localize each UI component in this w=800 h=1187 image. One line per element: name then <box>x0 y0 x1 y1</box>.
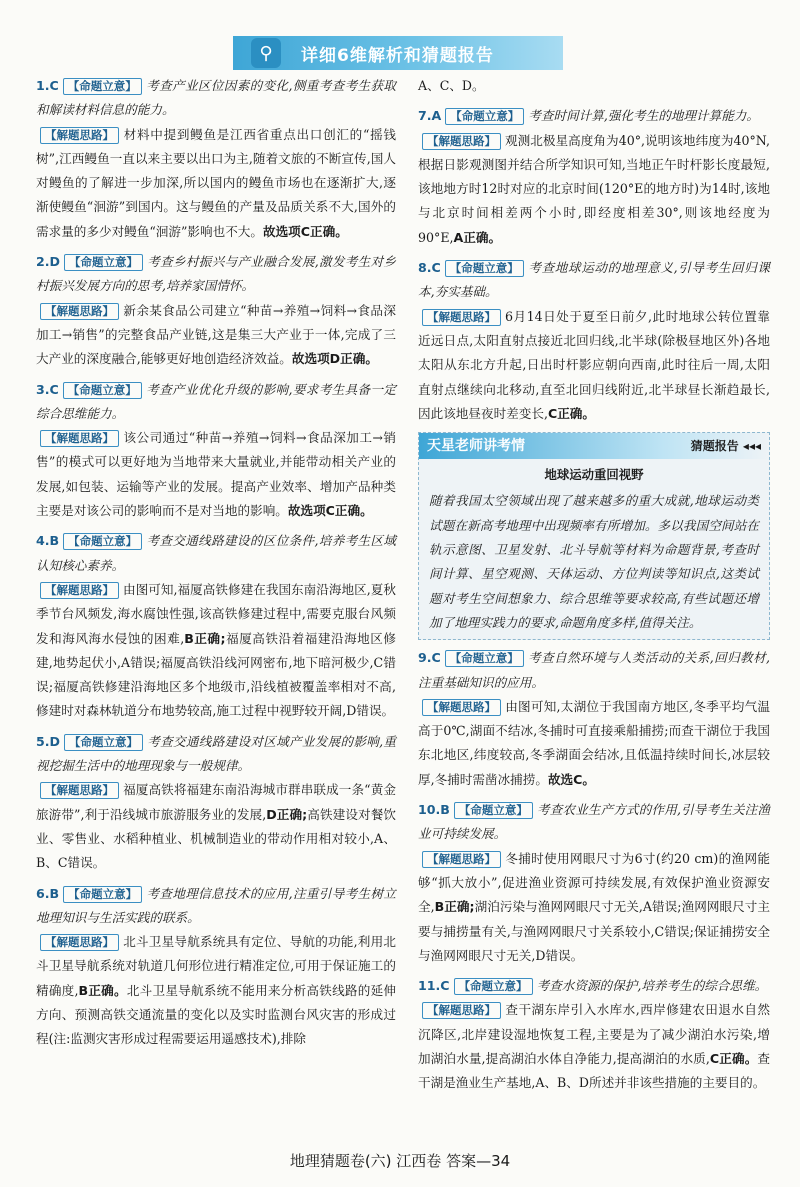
teacher-report-box <box>418 432 770 640</box>
intent-tag: 【命题立意】 <box>445 260 524 277</box>
question-block <box>418 256 770 426</box>
analysis-text: 观测北极星高度角为40°,说明该地纬度为40°N,根据日影观测图并结合所学知识可知,当地正午时杆影长度最短,该地地方时12时对应的北京时间(120°E的地方时)为14时,该地与北京时间相差两个小时,即经度相差30°,则该地经度为90°E, <box>418 132 770 245</box>
question-analysis-line <box>36 426 396 523</box>
intent-tag: 【命题立意】 <box>63 886 142 903</box>
analysis-text: 由图可知,太湖位于我国南方地区,冬季平均气温高于0℃,湖面不结冰,冬捕时可直接乘船捕捞;而查干湖位于我国东北地区,纬度较高,冬季湖面会结冰,且低温持续时间长,冰层较厚,冬捕时需凿冰捕捞。 <box>418 698 770 787</box>
question-analysis-line <box>36 299 396 372</box>
page-footer: 地理猜题卷(六) 江西卷 答案—34 <box>289 1152 511 1170</box>
question-intent-line <box>36 378 396 427</box>
intent-text: 考查自然环境与人类活动的关系,回归教材,注重基础知识的应用。 <box>418 650 770 690</box>
analysis-tag: 【解题思路】 <box>40 934 119 951</box>
answer-text: 故选项C正确。 <box>262 223 348 239</box>
question-intent-line <box>418 256 770 305</box>
question-block <box>36 882 396 1052</box>
answer-text: A正确。 <box>453 229 502 245</box>
question-analysis-line <box>418 695 770 792</box>
question-analysis-line <box>36 123 396 244</box>
question-block <box>36 250 396 371</box>
analysis-tag: 【解题思路】 <box>40 303 119 320</box>
intent-tag: 【命题立意】 <box>454 978 533 995</box>
question-block <box>418 646 770 792</box>
question-intent-line <box>418 104 770 128</box>
question-number: 1.C <box>36 78 59 93</box>
intent-text: 考查产业优化升级的影响,要求考生具备一定综合思维能力。 <box>36 381 396 421</box>
analysis-text-cont: 福厦高铁沿着福建沿海地区修建,地势起伏小,A错误;福厦高铁沿线河网密布,地下暗河极少,C错误;福厦高铁修建沿海地区多个地级市,沿线植被覆盖率相对不高,修建时对森林轨道分布地势较高,施工过程中视野较开阔,D错误。 <box>36 630 396 719</box>
question-number: 5.D <box>36 733 61 749</box>
analysis-text-cont: 湖泊污染与渔网网眼尺寸无关,A错误;渔网网眼尺寸主要与捕捞量有关,与渔网网眼尺寸关系较小,C错误;保证捕捞安全与渔网网眼尺寸无关,D错误。 <box>418 899 770 963</box>
question-number: 9.C <box>418 650 441 666</box>
question-analysis-line <box>418 998 770 1095</box>
analysis-tag: 【解题思路】 <box>40 127 119 144</box>
question-number: 7.A <box>418 108 442 124</box>
teacher-report-header <box>419 433 769 459</box>
answer-text: D正确; <box>266 806 308 822</box>
question-analysis-line <box>36 778 396 875</box>
intent-tag: 【命题立意】 <box>63 382 142 399</box>
question-intent-line <box>36 529 396 578</box>
analysis-text: 北斗卫星导航系统具有定位、导航的功能,利用北斗卫星导航系统对轨道几何形位进行精准定位,可用于保证施工的精确度, <box>36 934 396 998</box>
analysis-tag: 【解题思路】 <box>422 133 501 150</box>
answer-text: 故选项C正确。 <box>287 503 373 519</box>
question-number: 10.B <box>418 802 450 818</box>
intent-text: 考查交通线路建设的区位条件,培养考生区域认知核心素养。 <box>36 533 396 573</box>
intent-text: 考查地球运动的地理意义,引导考生回归课本,夯实基础。 <box>418 260 770 300</box>
answer-text: B正确; <box>184 630 226 646</box>
analysis-text: 冬捕时使用网眼尺寸为6寸(约20 cm)的渔网能够“抓大放小”,促进渔业资源可持续发展,有效保护渔业资源安全, <box>418 850 770 915</box>
analysis-text: 新余某食品公司建立“种苗→养殖→饲料→食品深加工→销售”的完整食品产业链,这是集三大产业于一体,完成了三大产业的深度融合,能够更好地创造经济效益。 <box>36 302 396 367</box>
answer-text: C正确。 <box>709 1050 758 1066</box>
analysis-text: A、C、D。 <box>418 78 485 93</box>
intent-text: 考查乡村振兴与产业融合发展,激发考生对乡村振兴发展方向的思考,培养家国情怀。 <box>36 254 396 294</box>
answer-text: B正确; <box>434 899 475 915</box>
left-column <box>36 74 396 1058</box>
analysis-tag: 【解题思路】 <box>422 699 501 716</box>
question-number: 6.B <box>36 885 60 901</box>
intent-text: 考查交通线路建设对区域产业发展的影响,重视挖掘生活中的地理现象与一般规律。 <box>36 733 396 774</box>
magnifier-icon: ⚲ <box>251 38 281 68</box>
intent-text: 考查地理信息技术的应用,注重引导考生树立地理知识与生活实践的联系。 <box>36 885 396 925</box>
question-intent-line <box>36 250 396 299</box>
intent-tag: 【命题立意】 <box>445 108 524 125</box>
intent-tag: 【命题立意】 <box>445 650 524 667</box>
answer-text: B正确。 <box>78 982 127 998</box>
answer-text: 故选C。 <box>547 771 595 787</box>
analysis-tag: 【解题思路】 <box>40 782 119 799</box>
intent-tag: 【命题立意】 <box>64 734 143 751</box>
analysis-text: 6月14日处于夏至日前夕,此时地球公转位置靠近远日点,太阳直射点接近北回归线,北半球(除极昼地区外)各地太阳从东北方升起,日出时杆影应朝向西南,此时往后一周,太阳直射点继续向北移动,直至北回归线附近,北半球昼长渐趋最长,因此该地昼夜时差变长, <box>418 308 770 421</box>
intent-tag: 【命题立意】 <box>64 254 143 271</box>
intent-tag: 【命题立意】 <box>454 802 533 819</box>
intent-tag: 【命题立意】 <box>63 533 142 550</box>
intent-text: 考查时间计算,强化考生的地理计算能力。 <box>528 108 759 124</box>
question-analysis-line <box>36 930 396 1051</box>
analysis-text: 查干湖东岸引入水库水,西岸修建农田退水自然沉降区,北岸建设湿地恢复工程,主要是为了减少湖泊水污染,增加湖泊水量,提高湖泊水体自净能力,提高湖泊的水质, <box>418 1002 770 1066</box>
question-block <box>418 104 770 250</box>
question-number: 8.C <box>418 260 441 276</box>
answer-text: 故选项D正确。 <box>291 351 378 367</box>
question-analysis-line <box>418 847 770 968</box>
question-intent-line <box>36 730 396 779</box>
teacher-report-heading: 天星老师讲考情 <box>427 438 525 454</box>
question-number: 11.C <box>418 978 450 994</box>
analysis-text: 由图可知,福厦高铁修建在我国东南沿海地区,夏秋季节台风频发,海水腐蚀性强,该高铁修建过程中,需要克服台风频发和海风海水侵蚀的困难, <box>36 581 396 646</box>
analysis-tag: 【解题思路】 <box>40 582 119 599</box>
analysis-text: 材料中提到鳗鱼是江西省重点出口创汇的“摇钱树”,江西鳗鱼一直以来主要以出口为主,随着文旅的不断宣传,国人对鳗鱼的了解进一步加深,所以国内的鳗鱼市场也在逐渐扩大,逐渐使鳗鱼“洄游”到国内。这与鳗鱼的产量及品质关系不大,国外的需求量的多少对鳗鱼“洄游”影响也不大。 <box>36 126 396 239</box>
analysis-text-cont: 查干湖是渔业生产基地,A、B、D所述并非该些措施的主要目的。 <box>418 1050 770 1091</box>
question-analysis-line <box>36 578 396 724</box>
intent-text: 考查水资源的保护,培养考生的综合思维。 <box>536 978 768 994</box>
question-block <box>418 74 770 98</box>
question-block <box>418 798 770 968</box>
intent-text: 考查产业区位因素的变化,侧重考查考生获取和解读材料信息的能力。 <box>36 78 396 118</box>
question-analysis-line <box>418 74 770 98</box>
question-block <box>36 74 396 244</box>
teacher-report-title: 地球运动重回视野 <box>544 467 644 483</box>
question-analysis-line <box>418 129 770 250</box>
analysis-tag: 【解题思路】 <box>422 309 501 326</box>
question-number: 2.D <box>36 254 61 270</box>
analysis-text-cont: 高铁建设对餐饮业、零售业、水稻种植业、机械制造业的带动作用相对较小,A、B、C错误。 <box>36 806 396 871</box>
intent-text: 考查农业生产方式的作用,引导考生关注渔业可持续发展。 <box>418 802 770 842</box>
teacher-report-body: 随着我国太空领域出现了越来越多的重大成就,地球运动类试题在新高考地理中出现频率有所增加。多以我国空间站在轨示意图、卫星发射、北斗导航等材料为命题背景,考查时间计算、星空观测、天体运动、方位判读等知识点,这类试题对考生空间想象力、综合思维等要求较高,有些试题还增加了地理实践力的要求,命题角度多样,值得关注。 <box>429 493 759 630</box>
answer-text: C正确。 <box>547 405 595 421</box>
analysis-tag: 【解题思路】 <box>40 430 119 447</box>
question-intent-line <box>418 798 770 847</box>
question-intent-line <box>418 646 770 695</box>
question-intent-line <box>36 882 396 931</box>
analysis-tag: 【解题思路】 <box>422 851 501 868</box>
teacher-report-tag: 猜题报告 ◂◂◂ <box>690 439 761 453</box>
analysis-text-cont: 北斗卫星导航系统不能用来分析高铁线路的延伸方向、预测高铁交通流量的变化以及实时监测台风灾害的形成过程(注:监测灾害形成过程需要运用遥感技术),排除 <box>36 982 396 1047</box>
question-block <box>36 378 396 524</box>
question-number: 4.B <box>36 533 60 549</box>
question-intent-line <box>36 74 396 123</box>
question-block <box>36 529 396 723</box>
question-block <box>418 974 770 1095</box>
analysis-tag: 【解题思路】 <box>422 1002 501 1019</box>
question-block <box>36 730 396 876</box>
question-number: 3.C <box>36 381 59 397</box>
question-analysis-line <box>418 305 770 426</box>
analysis-text: 福厦高铁将福建东南沿海城市群串联成一条“黄金旅游带”,利于沿线城市旅游服务业的发展, <box>36 782 396 822</box>
analysis-text: 该公司通过“种苗→养殖→饲料→食品深加工→销售”的模式可以更好地为当地带来大量就业,并能带动相关产业的发展,如包装、运输等产业的发展。提高产业效率、增加产品种类主要是对该公司的影响而不是对当地的影响。 <box>36 430 396 519</box>
header-banner <box>233 36 563 70</box>
page-title: 详细6维解析和猜题报告 <box>301 45 494 66</box>
intent-tag: 【命题立意】 <box>63 78 142 95</box>
right-column <box>418 74 770 1102</box>
question-intent-line <box>418 974 770 998</box>
